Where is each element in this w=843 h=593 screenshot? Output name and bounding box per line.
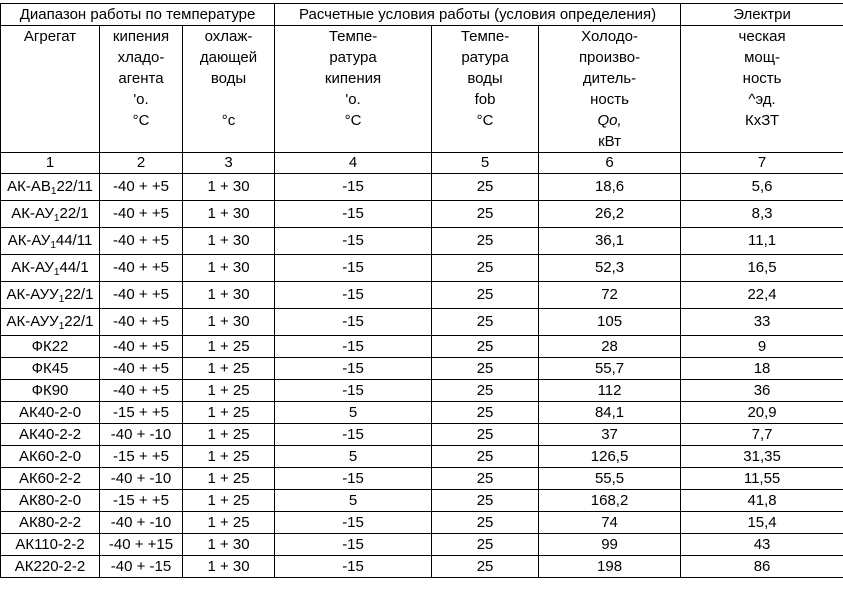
design-boiling-temp-cell: -15 — [275, 336, 432, 358]
table-row — [1, 336, 843, 358]
design-water-temp-cell: 25 — [432, 228, 539, 255]
water-range-cell: 1 + 30 — [183, 228, 275, 255]
water-range-cell: 1 + 25 — [183, 490, 275, 512]
column-number-cell: 2 — [100, 153, 183, 174]
unit-name-cell — [1, 490, 100, 512]
unit-name-prefix: ФК22 — [31, 337, 69, 355]
design-boiling-temp-cell: -15 — [275, 468, 432, 490]
unit-name-cell — [1, 174, 100, 201]
water-range-cell: 1 + 25 — [183, 380, 275, 402]
water-range-cell: 1 + 25 — [183, 358, 275, 380]
header-col3-line — [183, 131, 275, 153]
electric-power-cell: 31,35 — [681, 446, 843, 468]
unit-name-prefix: АК40-2-0 — [18, 403, 82, 421]
design-boiling-temp-cell: -15 — [275, 556, 432, 578]
boiling-range-cell: -40 + +5 — [100, 309, 183, 336]
design-water-temp-cell: 25 — [432, 309, 539, 336]
design-boiling-temp-cell: -15 — [275, 201, 432, 228]
unit-name-prefix: АК60-2-0 — [18, 447, 82, 465]
unit-name-prefix: АК110-2-2 — [15, 535, 85, 553]
header-col2-line: хладо- — [100, 47, 183, 68]
cooling-capacity-cell: 126,5 — [539, 446, 681, 468]
boiling-range-cell: -15 + +5 — [100, 446, 183, 468]
unit-name-subscript: 1 — [58, 294, 65, 305]
unit-name-suffix: 22/11 — [56, 178, 93, 195]
unit-name-subscript: 1 — [50, 240, 56, 251]
unit-name-prefix: АК-АУ — [11, 205, 54, 222]
unit-name-cell — [1, 358, 100, 380]
cooling-capacity-cell: 55,7 — [539, 358, 681, 380]
header-col6-line: Холодо- — [539, 26, 681, 48]
boiling-range-cell: -40 + -15 — [100, 556, 183, 578]
electric-power-cell: 20,9 — [681, 402, 843, 424]
column-number-cell: 7 — [681, 153, 843, 174]
header-col6-line: кВт — [539, 131, 681, 153]
header-group-design-conditions: Расчетные условия работы (условия определения) — [275, 4, 681, 26]
design-boiling-temp-cell: -15 — [275, 228, 432, 255]
boiling-range-cell: -40 + +5 — [100, 255, 183, 282]
table-row — [1, 490, 843, 512]
boiling-range-cell: -40 + -10 — [100, 468, 183, 490]
unit-name-prefix: АК-АУ — [7, 232, 51, 249]
boiling-range-cell: -40 + +15 — [100, 534, 183, 556]
header-col3-line: °с — [183, 110, 275, 131]
header-col5-line: °C — [432, 110, 539, 131]
header-col3-line: воды — [183, 68, 275, 89]
table-row — [1, 358, 843, 380]
electric-power-cell: 33 — [681, 309, 843, 336]
table-row — [1, 468, 843, 490]
cooling-capacity-cell: 37 — [539, 424, 681, 446]
header-col1-label: Агрегат — [1, 26, 100, 48]
cooling-capacity-cell: 198 — [539, 556, 681, 578]
boiling-range-cell: -15 + +5 — [100, 402, 183, 424]
table-row — [1, 402, 843, 424]
design-water-temp-cell: 25 — [432, 534, 539, 556]
header-col4-line — [275, 131, 432, 153]
header-col1-blank — [1, 110, 100, 131]
header-col2-line: кипения — [100, 26, 183, 48]
unit-name-prefix: ФК45 — [31, 359, 69, 377]
design-water-temp-cell: 25 — [432, 446, 539, 468]
unit-name-prefix: АК60-2-2 — [18, 469, 82, 487]
header-col6-line: дитель- — [539, 68, 681, 89]
table-row — [1, 228, 843, 255]
unit-name-cell — [1, 309, 100, 336]
header-col6-line: Qo, — [539, 110, 681, 131]
header-col4-line: ратура — [275, 47, 432, 68]
header-col1-blank — [1, 68, 100, 89]
boiling-range-cell: -40 + -10 — [100, 424, 183, 446]
header-col5-line: Темпе- — [432, 26, 539, 48]
unit-name-suffix: 22/1 — [64, 286, 94, 303]
electric-power-cell: 11,55 — [681, 468, 843, 490]
header-col7-line: ческая — [681, 26, 843, 48]
cooling-capacity-cell: 84,1 — [539, 402, 681, 424]
water-range-cell: 1 + 25 — [183, 512, 275, 534]
cooling-capacity-cell: 105 — [539, 309, 681, 336]
design-boiling-temp-cell: -15 — [275, 358, 432, 380]
unit-name-prefix: АК80-2-2 — [18, 513, 82, 531]
header-col7-line: ^эд. — [681, 89, 843, 110]
unit-name-prefix: ФК90 — [31, 381, 69, 399]
design-boiling-temp-cell: 5 — [275, 490, 432, 512]
design-water-temp-cell: 25 — [432, 336, 539, 358]
design-water-temp-cell: 25 — [432, 255, 539, 282]
boiling-range-cell: -40 + +5 — [100, 380, 183, 402]
column-number-cell: 5 — [432, 153, 539, 174]
unit-name-cell — [1, 402, 100, 424]
design-boiling-temp-cell: 5 — [275, 446, 432, 468]
unit-name-suffix: 22/1 — [59, 205, 89, 222]
water-range-cell: 1 + 30 — [183, 556, 275, 578]
table-row — [1, 380, 843, 402]
unit-name-cell — [1, 534, 100, 556]
design-boiling-temp-cell: -15 — [275, 255, 432, 282]
unit-name-cell — [1, 446, 100, 468]
design-boiling-temp-cell: -15 — [275, 309, 432, 336]
electric-power-cell: 22,4 — [681, 282, 843, 309]
design-water-temp-cell: 25 — [432, 282, 539, 309]
unit-name-prefix: АК80-2-0 — [18, 491, 82, 509]
unit-name-subscript: 1 — [50, 186, 57, 197]
cooling-capacity-cell: 36,1 — [539, 228, 681, 255]
column-number-cell: 4 — [275, 153, 432, 174]
unit-name-cell — [1, 201, 100, 228]
header-col4-line: 'o. — [275, 89, 432, 110]
boiling-range-cell: -40 + +5 — [100, 201, 183, 228]
cooling-capacity-cell: 52,3 — [539, 255, 681, 282]
table-row — [1, 174, 843, 201]
unit-name-prefix: АК-АУУ — [6, 286, 59, 303]
unit-name-cell — [1, 228, 100, 255]
electric-power-cell: 11,1 — [681, 228, 843, 255]
electric-power-cell: 16,5 — [681, 255, 843, 282]
design-water-temp-cell: 25 — [432, 512, 539, 534]
header-col7-line — [681, 131, 843, 153]
cooling-capacity-cell: 168,2 — [539, 490, 681, 512]
unit-name-cell — [1, 282, 100, 309]
unit-name-subscript: 1 — [53, 213, 60, 224]
header-col3-line — [183, 89, 275, 110]
electric-power-cell: 15,4 — [681, 512, 843, 534]
unit-name-prefix: АК-АУ — [11, 259, 54, 276]
header-col4-line: °C — [275, 110, 432, 131]
unit-name-cell — [1, 255, 100, 282]
electric-power-cell: 9 — [681, 336, 843, 358]
cooling-capacity-cell: 112 — [539, 380, 681, 402]
header-col7-line: КхЗТ — [681, 110, 843, 131]
design-water-temp-cell: 25 — [432, 424, 539, 446]
unit-name-cell — [1, 468, 100, 490]
water-range-cell: 1 + 25 — [183, 468, 275, 490]
cooling-capacity-cell: 72 — [539, 282, 681, 309]
water-range-cell: 1 + 25 — [183, 424, 275, 446]
boiling-range-cell: -40 + +5 — [100, 228, 183, 255]
design-water-temp-cell: 25 — [432, 556, 539, 578]
header-col7-line: мощ- — [681, 47, 843, 68]
boiling-range-cell: -40 + +5 — [100, 282, 183, 309]
electric-power-cell: 5,6 — [681, 174, 843, 201]
column-number-cell: 3 — [183, 153, 275, 174]
table-row — [1, 556, 843, 578]
header-col2-line — [100, 131, 183, 153]
cooling-capacity-cell: 28 — [539, 336, 681, 358]
design-boiling-temp-cell: 5 — [275, 402, 432, 424]
table-row — [1, 512, 843, 534]
table-row — [1, 282, 843, 309]
unit-name-subscript: 1 — [53, 267, 60, 278]
header-col1-blank — [1, 47, 100, 68]
design-water-temp-cell: 25 — [432, 490, 539, 512]
table-row — [1, 446, 843, 468]
unit-name-prefix: АК40-2-2 — [18, 425, 82, 443]
header-col4-line: Темпе- — [275, 26, 432, 48]
boiling-range-cell: -40 + +5 — [100, 336, 183, 358]
header-col5-line — [432, 131, 539, 153]
unit-name-cell — [1, 556, 100, 578]
header-col2-line: 'o. — [100, 89, 183, 110]
design-boiling-temp-cell: -15 — [275, 380, 432, 402]
table-row — [1, 534, 843, 556]
header-col5-line: воды — [432, 68, 539, 89]
design-water-temp-cell: 25 — [432, 358, 539, 380]
design-boiling-temp-cell: -15 — [275, 424, 432, 446]
water-range-cell: 1 + 25 — [183, 336, 275, 358]
header-col1-blank — [1, 131, 100, 153]
design-water-temp-cell: 25 — [432, 468, 539, 490]
header-group-temperature-range: Диапазон работы по температуре — [1, 4, 275, 26]
water-range-cell: 1 + 25 — [183, 446, 275, 468]
header-col5-line: ратура — [432, 47, 539, 68]
design-water-temp-cell: 25 — [432, 201, 539, 228]
header-col2-line: агента — [100, 68, 183, 89]
column-number-cell: 6 — [539, 153, 681, 174]
header-col7-line: ность — [681, 68, 843, 89]
table-row — [1, 424, 843, 446]
boiling-range-cell: -40 + +5 — [100, 174, 183, 201]
electric-power-cell: 36 — [681, 380, 843, 402]
electric-power-cell: 18 — [681, 358, 843, 380]
table-row — [1, 255, 843, 282]
column-number-cell: 1 — [1, 153, 100, 174]
water-range-cell: 1 + 30 — [183, 534, 275, 556]
design-boiling-temp-cell: -15 — [275, 512, 432, 534]
boiling-range-cell: -40 + +5 — [100, 358, 183, 380]
design-water-temp-cell: 25 — [432, 380, 539, 402]
unit-name-cell — [1, 336, 100, 358]
header-col5-line: fob — [432, 89, 539, 110]
water-range-cell: 1 + 25 — [183, 402, 275, 424]
unit-name-prefix: АК220-2-2 — [14, 557, 86, 575]
unit-name-subscript: 1 — [58, 321, 65, 332]
boiling-range-cell: -15 + +5 — [100, 490, 183, 512]
design-boiling-temp-cell: -15 — [275, 282, 432, 309]
unit-name-cell — [1, 512, 100, 534]
cooling-capacity-cell: 55,5 — [539, 468, 681, 490]
unit-name-suffix: 44/11 — [55, 232, 93, 249]
unit-name-prefix: АК-АВ — [7, 178, 51, 195]
table-row — [1, 309, 843, 336]
header-col6-line: ность — [539, 89, 681, 110]
header-col1-blank — [1, 89, 100, 110]
design-boiling-temp-cell: -15 — [275, 174, 432, 201]
electric-power-cell: 86 — [681, 556, 843, 578]
electric-power-cell: 43 — [681, 534, 843, 556]
electric-power-cell: 8,3 — [681, 201, 843, 228]
design-boiling-temp-cell: -15 — [275, 534, 432, 556]
header-col3-line: дающей — [183, 47, 275, 68]
design-water-temp-cell: 25 — [432, 402, 539, 424]
header-col6-line: произво- — [539, 47, 681, 68]
water-range-cell: 1 + 30 — [183, 282, 275, 309]
electric-power-cell: 7,7 — [681, 424, 843, 446]
design-water-temp-cell: 25 — [432, 174, 539, 201]
table-row — [1, 201, 843, 228]
unit-name-suffix: 22/1 — [64, 313, 94, 330]
unit-name-cell — [1, 380, 100, 402]
water-range-cell: 1 + 30 — [183, 174, 275, 201]
electric-power-cell: 41,8 — [681, 490, 843, 512]
header-col2-line: °C — [100, 110, 183, 131]
cooling-capacity-cell: 74 — [539, 512, 681, 534]
cooling-capacity-cell: 26,2 — [539, 201, 681, 228]
water-range-cell: 1 + 30 — [183, 201, 275, 228]
refrigeration-units-table — [0, 3, 843, 578]
header-col3-line: охлаж- — [183, 26, 275, 48]
boiling-range-cell: -40 + -10 — [100, 512, 183, 534]
water-range-cell: 1 + 30 — [183, 255, 275, 282]
header-col7-line1: Электри — [681, 4, 843, 26]
unit-name-suffix: 44/1 — [59, 259, 89, 276]
unit-name-cell — [1, 424, 100, 446]
cooling-capacity-cell: 18,6 — [539, 174, 681, 201]
header-col4-line: кипения — [275, 68, 432, 89]
water-range-cell: 1 + 30 — [183, 309, 275, 336]
unit-name-prefix: АК-АУУ — [6, 313, 59, 330]
cooling-capacity-cell: 99 — [539, 534, 681, 556]
